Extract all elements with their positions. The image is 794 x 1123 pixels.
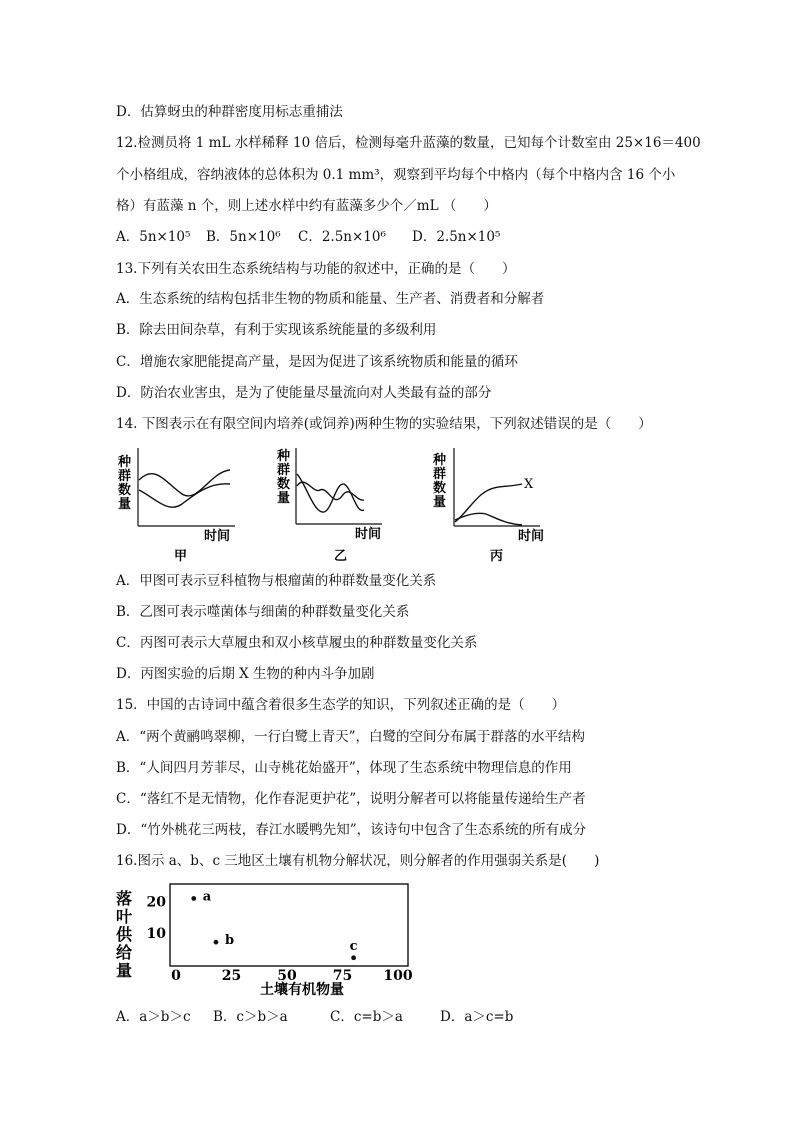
graph-bing-curve-other: [455, 513, 522, 525]
q13-option-c: C．增施农家肥能提高产量，是因为促进了该系统物质和能量的循环: [116, 354, 518, 370]
q16-option-b: B．c＞b＞a: [213, 1009, 288, 1025]
q11-option-d: D．估算蚜虫的种群密度用标志重捕法: [116, 104, 343, 120]
q16-xtick-label: 100: [383, 968, 413, 984]
graph-bing-x-label: X: [524, 477, 534, 492]
q16-ytick-label: 20: [146, 894, 166, 911]
graph-jia-title: 甲: [174, 549, 188, 564]
q12-option-d: D．2.5n×10⁵: [412, 229, 501, 245]
q16-point-b: [214, 940, 219, 945]
q14-option-a: A．甲图可表示豆科植物与根瘤菌的种群数量变化关系: [116, 573, 437, 589]
q16-point-label-a: a: [202, 889, 212, 905]
graph-bing-ylabel-1: 种: [433, 453, 447, 468]
q16-yticks: [147, 895, 167, 942]
q16-ytick-label: 10: [146, 925, 166, 942]
q12-option-b: B．5n×10⁶: [206, 229, 281, 245]
graph-bing-xlabel: 时间: [518, 529, 545, 544]
graph-jia-ylabel-1: 种: [118, 455, 132, 470]
q12-stem-line3: 格）有蓝藻 n 个，则上述水样中约有蓝藻多少个／mL （ ）: [116, 198, 497, 214]
q16-option-d: D．a＞c=b: [440, 1009, 514, 1025]
q14-option-b: B．乙图可表示噬菌体与细菌的种群数量变化关系: [116, 604, 410, 620]
q14-option-d: D．丙图实验的后期 X 生物的种内斗争加剧: [116, 666, 375, 682]
q16-stem: 16.图示 a、b、c 三地区土壤有机物分解状况，则分解者的作用强弱关系是( ): [116, 853, 600, 869]
q13-option-a: A．生态系统的结构包括非生物的物质和能量、生产者、消费者和分解者: [116, 291, 545, 307]
q16-xtick-label: 75: [332, 968, 353, 984]
graph-yi-xlabel: 时间: [355, 527, 382, 542]
q16-point-a: [191, 896, 196, 901]
q16-xtick-label: 0: [171, 968, 181, 984]
graph-jia-ylabel-2: 群: [118, 469, 132, 484]
q15-option-a: A．“两个黄鹂鸣翠柳，一行白鹭上青天”，白鹭的空间分布属于群落的水平结构: [116, 729, 586, 745]
q15-option-c: C．“落红不是无情物，化作春泥更护花”，说明分解者可以将能量传递给生产者: [116, 791, 586, 807]
q16-option-a: A．a＞b＞c: [116, 1009, 191, 1025]
graph-yi-ylabel-1: 种: [277, 449, 291, 464]
q14-graphs: [110, 444, 570, 564]
q16-ylabel-char: 叶: [116, 907, 133, 926]
q16-ylabel-char: 给: [116, 943, 133, 962]
graph-bing: [432, 448, 544, 564]
graph-bing-ylabel-3: 数: [433, 481, 447, 496]
q13-stem: 13.下列有关农田生态系统结构与功能的叙述中，正确的是（ ）: [116, 261, 516, 277]
graph-jia-ylabel-4: 量: [118, 497, 132, 512]
q16-option-c: C．c=b＞a: [330, 1009, 403, 1025]
graph-jia-xlabel: 时间: [204, 529, 231, 544]
q16-xtick-label: 50: [277, 968, 297, 984]
graph-jia-curve-1: [139, 470, 230, 496]
q16-scatter-chart: [110, 880, 420, 1000]
q12-options: [116, 227, 500, 247]
q16-ylabel-char: 落: [116, 889, 133, 908]
q16-ylabel-char: 量: [116, 961, 133, 980]
q12-option-c: C．2.5n×10⁶: [298, 229, 386, 245]
graph-bing-ylabel-2: 群: [433, 467, 447, 482]
graph-yi-curve-2: [297, 474, 364, 512]
q16-points: [191, 889, 357, 960]
q13-option-d: D．防治农业害虫，是为了使能量尽量流向对人类最有益的部分: [116, 385, 492, 401]
q15-stem: 15．中国的古诗词中蕴含着很多生态学的知识，下列叙述正确的是（ ）: [116, 697, 566, 713]
graph-yi: [276, 448, 382, 564]
graph-jia: [117, 448, 235, 564]
q14-stem: 14. 下图表示在有限空间内培养(或饲养)两种生物的实验结果，下列叙述错误的是（ ）: [116, 416, 652, 432]
graph-bing-ylabel-4: 量: [433, 495, 447, 510]
graph-yi-title: 乙: [334, 549, 348, 564]
graph-yi-ylabel-3: 数: [277, 477, 291, 492]
q16-options: [116, 1007, 513, 1027]
q16-xtick-label: 25: [221, 968, 242, 984]
q14-option-c: C．丙图可表示大草履虫和双小核草履虫的种群数量变化关系: [116, 635, 478, 651]
q16-point-label-c: c: [349, 938, 358, 954]
graph-jia-ylabel-3: 数: [118, 483, 132, 498]
q12-option-a: A．5n×10⁵: [116, 229, 191, 245]
q15-option-d: D．“竹外桃花三两枝，春江水暖鸭先知”，该诗句中包含了生态系统的所有成分: [116, 822, 587, 838]
q16-ylabel: [116, 889, 133, 980]
q12-stem-line2: 个小格组成，容纳液体的总体积为 0.1 mm³，观察到平均每个中格内（每个中格内含 16 个小: [116, 167, 676, 183]
graph-yi-ylabel-4: 量: [277, 491, 291, 506]
q12-stem-line1: 12.检测员将 1 mL 水样稀释 10 倍后，检测每毫升蓝藻的数量，已知每个计数室由 25×16＝400: [116, 135, 701, 151]
q16-xlabel: 土壤有机物量: [260, 982, 344, 998]
graph-yi-ylabel-2: 群: [277, 463, 291, 478]
q16-ylabel-char: 供: [116, 925, 133, 944]
graph-bing-title: 丙: [490, 549, 504, 564]
q16-point-c: [351, 955, 356, 960]
q15-option-b: B．“人间四月芳菲尽，山寺桃花始盛开”，体现了生态系统中物理信息的作用: [116, 760, 572, 776]
q16-point-label-b: b: [224, 933, 235, 949]
q13-option-b: B．除去田间杂草，有利于实现该系统能量的多级利用: [116, 322, 437, 338]
